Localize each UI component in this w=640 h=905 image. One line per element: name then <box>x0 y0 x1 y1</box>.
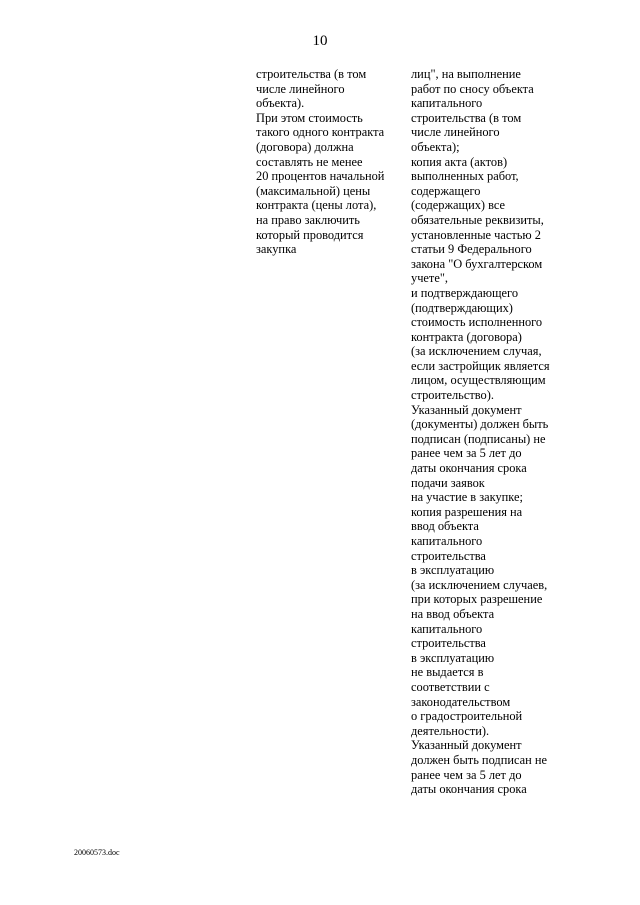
text-line: (за исключением случаев, <box>411 577 548 592</box>
text-line: соответствии с <box>411 679 490 694</box>
text-line: числе линейного <box>256 81 345 96</box>
text-line: лиц", на выполнение <box>411 67 521 81</box>
text-line: на право заключить <box>256 212 360 227</box>
text-line: о градостроительной <box>411 709 523 724</box>
text-line: в эксплуатацию <box>411 563 495 578</box>
text-line: работ по сносу объекта <box>411 81 534 96</box>
text-line: (за исключением случая, <box>411 344 542 359</box>
text-line: ранее чем за 5 лет до <box>411 767 522 782</box>
text-line: 20 процентов начальной <box>256 169 385 184</box>
text-line: ввод объекта <box>411 519 479 534</box>
text-line: на участие в закупке; <box>411 490 523 505</box>
text-line: на ввод объекта <box>411 606 495 621</box>
text-line: составлять не менее <box>256 154 363 169</box>
text-line: строительства <box>411 548 486 563</box>
text-line: установленные частью 2 <box>411 227 541 242</box>
right-column <box>411 67 586 797</box>
text-line: в эксплуатацию <box>411 650 495 665</box>
text-line: закупка <box>256 242 297 257</box>
text-line: копия разрешения на <box>411 504 523 519</box>
text-line: закона "О бухгалтерском <box>411 256 543 271</box>
text-line: Указанный документ <box>411 738 522 753</box>
text-line: (договора) должна <box>256 139 354 154</box>
text-line: числе линейного <box>411 125 500 140</box>
text-line: контракта (цены лота), <box>256 198 377 213</box>
left-column <box>256 67 406 257</box>
text-line: капитального <box>411 96 483 111</box>
text-line: деятельности). <box>411 723 490 738</box>
text-line: статьи 9 Федерального <box>411 242 532 257</box>
text-line: строительство). <box>411 388 494 403</box>
text-line: (содержащих) все <box>411 198 506 213</box>
text-line: капитального <box>411 534 483 548</box>
text-line: лицом, осуществляющим <box>411 373 546 388</box>
text-line: контракта (договора) <box>411 329 522 344</box>
text-line: ранее чем за 5 лет до <box>411 446 522 461</box>
text-line: даты окончания срока <box>411 461 527 476</box>
text-line: строительства <box>411 636 486 651</box>
text-line: копия акта (актов) <box>411 154 508 169</box>
text-line: законодательством <box>411 694 511 709</box>
text-line: который проводится <box>256 227 364 242</box>
text-line: если застройщик является <box>411 358 550 373</box>
text-line: выполненных работ, <box>411 169 519 184</box>
text-line: При этом стоимость <box>256 110 363 125</box>
text-line: (подтверждающих) <box>411 300 513 315</box>
text-line: содержащего <box>411 183 481 198</box>
text-line: капитального <box>411 621 483 636</box>
text-line: учете", <box>411 271 448 286</box>
text-line: подачи заявок <box>411 475 485 490</box>
text-line: подписан (подписаны) не <box>411 431 546 446</box>
text-line: (документы) должен быть <box>411 417 549 432</box>
text-line: Указанный документ <box>411 402 522 417</box>
text-line: такого одного контракта <box>256 125 385 140</box>
text-line: объекта); <box>411 139 460 154</box>
text-line: должен быть подписан не <box>411 752 547 767</box>
text-line: строительства (в том <box>256 67 367 81</box>
text-line: даты окончания срока <box>411 782 527 797</box>
text-line: объекта). <box>256 96 305 111</box>
footer-filename: 20060573.doc <box>74 848 120 857</box>
text-line: обязательные реквизиты, <box>411 212 544 227</box>
text-line: при которых разрешение <box>411 592 543 607</box>
text-line: стоимость исполненного <box>411 315 543 330</box>
text-line: строительства (в том <box>411 110 522 125</box>
page-number: 10 <box>312 33 328 49</box>
text-line: (максимальной) цены <box>256 183 371 198</box>
text-line: и подтверждающего <box>411 285 519 300</box>
text-line: не выдается в <box>411 665 484 680</box>
